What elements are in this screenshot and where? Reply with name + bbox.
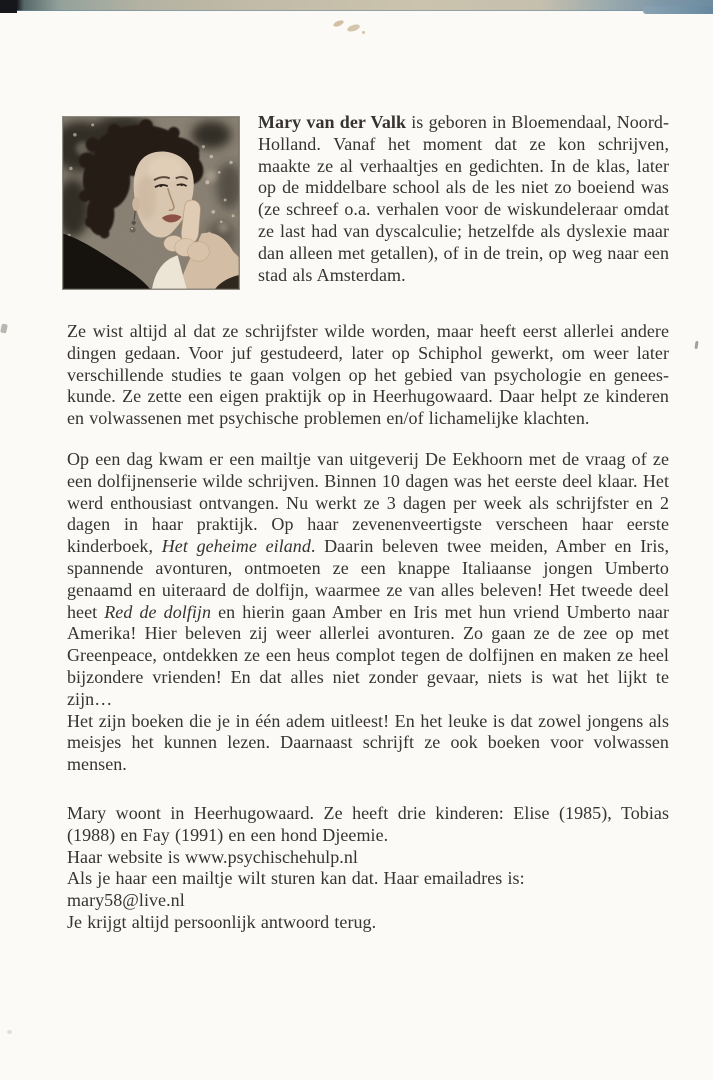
author-photo xyxy=(62,116,240,290)
paper-smudge xyxy=(332,19,344,28)
book-title-het-geheime-eiland: Het geheime eiland xyxy=(161,536,311,557)
books-text-3: en hierin gaan Amber en Iris met hun vriend Umberto naar Amerika! Hier beleven zij weer allerlei avonturen. Zo gaan ze de zee op met Greenpeace, ontdekken ze een heus complot tegen de dolfijnen en maken ze heel bijzondere vrienden! En dat alles niet zonder gevaar, niets is wat het lijkt te zijn… xyxy=(67,601,669,709)
closing-line: Je krijgt altijd persoonlijk antwoord terug. xyxy=(67,911,377,932)
email-address-line: mary58@live.nl xyxy=(67,890,185,911)
books-paragraph xyxy=(67,449,669,776)
intro-paragraph xyxy=(258,112,669,290)
family-line: Mary woont in Heerhugowaard. Ze heeft drie kinderen: Elise (1985), Tobias (1988) en Fay (1991) en een hond Djeemie. xyxy=(67,803,669,845)
paper-speck xyxy=(362,31,365,34)
author-name: Mary van der Valk xyxy=(258,112,407,132)
books-note-text: Het zijn boeken die je in één adem uitleest! En het leuke is dat zowel jongens als meisjes het kunnen lezen. Daarnaast schrijft ze ook boeken voor volwassen mensen. xyxy=(67,710,669,775)
paper-speck xyxy=(7,1030,12,1034)
author-intro-section xyxy=(62,112,669,290)
book-title-red-de-dolfijn: Red de dolfijn xyxy=(104,601,211,622)
books-text-2: . Daarin beleven twee meiden, Amber en Iris, spannende avonturen, ontmoeten ze een knappe Italiaanse jongen Umberto genaamd en uiteraard de dolfijn, waarmee ze van alles beleven! Het tweede deel heet xyxy=(67,536,669,622)
scan-edge-strip xyxy=(0,0,713,11)
paper-smudge xyxy=(346,23,360,33)
career-paragraph: Ze wist altijd al dat ze schrijfster wilde worden, maar heeft eerst allerlei andere dingen gedaan. Voor juf gestudeerd, later op Schiphol gewerkt, om weer later verschillende studies te gaan volgen op het gebied van psychologie en geneeskunde. Ze zette een eigen praktijk op in Heerhugowaard. Daar helpt ze kinderen en volwassenen met psychische problemen en/of lichamelijke klachten. xyxy=(67,321,669,429)
email-intro-line: Als je haar een mailtje wilt sturen kan dat. Haar emailadres is: xyxy=(67,868,525,889)
personal-info-paragraph xyxy=(67,803,669,934)
books-story-text xyxy=(67,449,669,711)
books-text-1: Op een dag kwam er een mailtje van uitgeverij De Eekhoorn met de vraag of ze een dolfijnenserie wilde schrijven. Binnen 10 dagen was het eerste deel klaar. Het werd enthousiast ontvangen. Nu werkt ze 3 dagen per week als schrijfster en 2 dagen in haar praktijk. Op haar zevenenveertigste verscheen haar eerste kinderboek, xyxy=(67,449,669,557)
scan-edge-tail xyxy=(643,6,713,14)
paper-speck xyxy=(0,323,8,333)
intro-paragraph-text: is geboren in Bloemendaal, Noord-Holland. Vanaf het moment dat ze kon schrijven, maakte ze al verhaaltjes en gedichten. In de klas, later op de middelbare school als de les niet zo boeiend was (ze schreef o.a. verhalen voor de wiskundeleraar omdat ze last had van dyscalculie; hetzelfde als dyslexie maar dan alleen met getallen), of in de trein, op weg naar een stad als Amsterdam. xyxy=(258,112,669,285)
author-portrait-image xyxy=(63,117,239,289)
paper-speck xyxy=(694,341,698,349)
scan-corner-artifact xyxy=(0,0,17,13)
website-line: Haar website is www.psychischehulp.nl xyxy=(67,846,358,867)
